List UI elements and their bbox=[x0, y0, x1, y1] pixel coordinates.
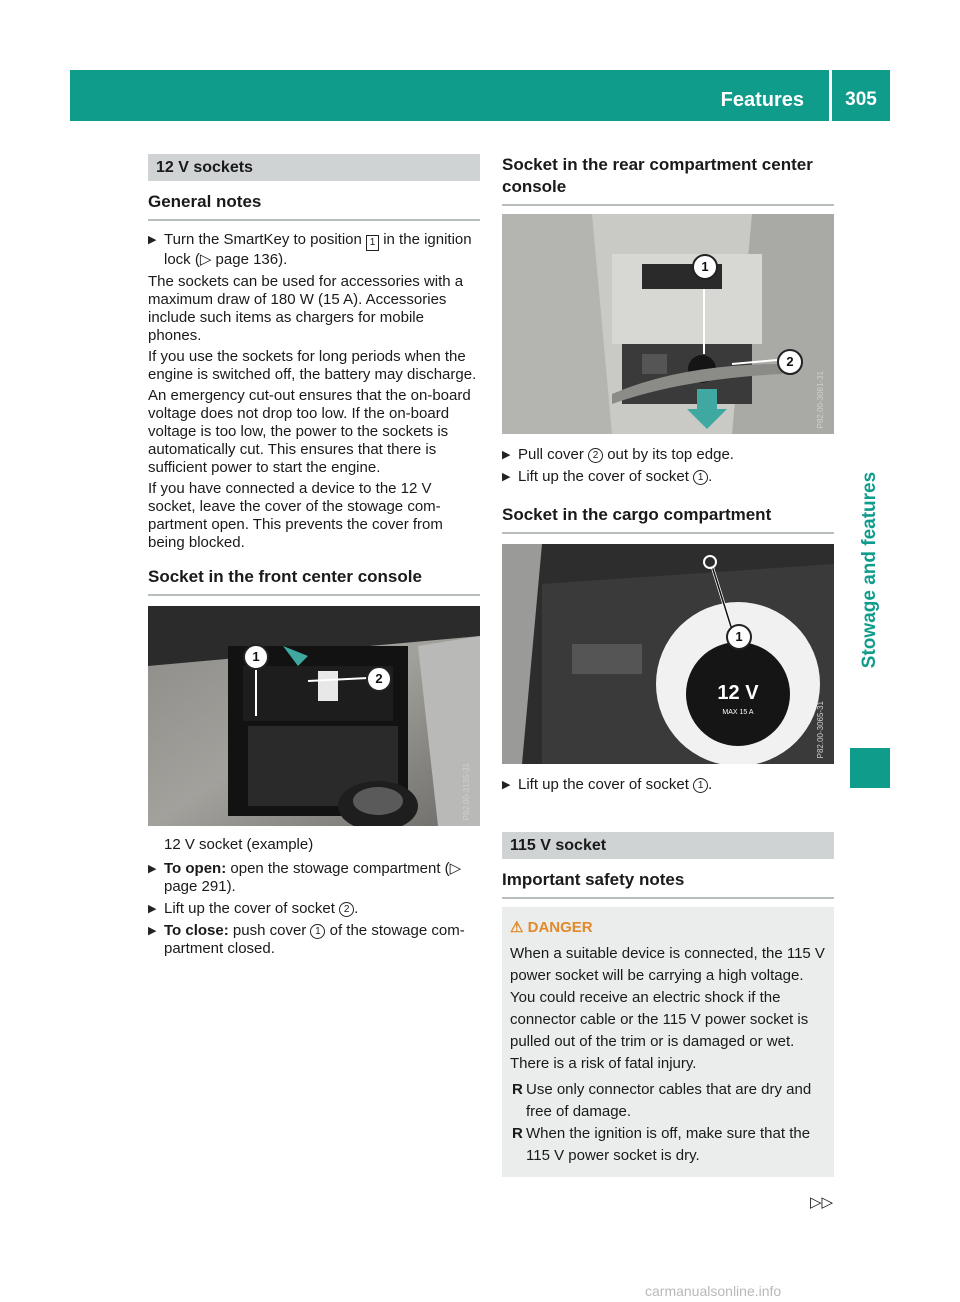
danger-bullet: R Use only connector cables that are dry and free of damage. bbox=[512, 1081, 812, 1120]
danger-bullet: R When the ignition is off, make sure that the 115 V power socket is dry. bbox=[512, 1125, 811, 1164]
chapter-marker-block bbox=[850, 748, 890, 788]
rear-console-heading: Socket in the rear compartment center console bbox=[502, 154, 834, 206]
rear-console-photo bbox=[502, 214, 834, 434]
callout-2: 2 bbox=[366, 666, 392, 692]
ref-2-icon: 2 bbox=[339, 902, 354, 917]
header-title: Features bbox=[720, 89, 804, 111]
warning-triangle-icon: ⚠ bbox=[510, 919, 524, 936]
cargo-illustration bbox=[502, 544, 834, 764]
cargo-photo bbox=[502, 544, 834, 764]
key-position-icon: 1 bbox=[366, 235, 379, 251]
step-lift-socket-2: ▶ Lift up the cover of socket 2 . bbox=[148, 900, 359, 917]
continue-marker-icon: ▷▷ bbox=[810, 1194, 834, 1211]
callout-1: 1 bbox=[692, 254, 718, 280]
step-arrow-icon: ▶ bbox=[502, 471, 511, 483]
socket-sublabel: MAX 15 A bbox=[722, 709, 754, 716]
ref-1-icon: 1 bbox=[693, 778, 708, 793]
paragraph: If you have connected a device to the 12 V socket, leave the cover of the stowage compartment open. This prevents the cover from being blocked. bbox=[148, 480, 443, 551]
step-pull-cover: ▶ Pull cover 2 out by its top edge. bbox=[502, 446, 734, 463]
photo-caption: 12 V socket (example) bbox=[164, 836, 314, 853]
step-turn-key: ▶ Turn the SmartKey to position 1 in the ignition lock (▷ page 136). bbox=[148, 231, 472, 268]
danger-text: When a suitable device is connected, the 115 V power socket will be carrying a high voltage. You could receive an electric shock if the connector cable or the 115 V power socket is pulled out of the trim or is damaged or wet. There is a risk of fatal injury. bbox=[510, 945, 825, 1072]
step-arrow-icon: ▶ bbox=[502, 449, 511, 461]
image-code: P82.00-3061-31 bbox=[816, 370, 825, 428]
step-arrow-icon: ▶ bbox=[148, 863, 157, 875]
danger-header: ⚠ DANGER bbox=[510, 919, 593, 936]
step-lift-cargo-socket: ▶ Lift up the cover of socket 1 . bbox=[502, 776, 713, 793]
header-bar bbox=[70, 70, 890, 121]
chapter-side-label: Stowage and features bbox=[859, 471, 880, 669]
section-bar-115v: 115 V socket bbox=[502, 832, 834, 859]
step-arrow-icon: ▶ bbox=[148, 903, 157, 915]
ref-1-icon: 1 bbox=[310, 924, 325, 939]
image-code: P82.00-3065-31 bbox=[816, 700, 825, 758]
callout-1: 1 bbox=[726, 624, 752, 650]
watermark: carmanualsonline.info bbox=[645, 1283, 782, 1299]
step-open: ▶ To open: open the stowage compartment (▷ page 291). bbox=[148, 860, 462, 895]
step-lift-socket-1: ▶ Lift up the cover of socket 1 . bbox=[502, 468, 713, 485]
section-bar-12v: 12 V sockets bbox=[148, 154, 480, 181]
danger-box bbox=[502, 907, 834, 1177]
ref-2-icon: 2 bbox=[588, 448, 603, 463]
callout-1: 1 bbox=[243, 644, 269, 670]
cargo-heading: Socket in the cargo compartment bbox=[502, 504, 834, 534]
safety-notes-heading: Important safety notes bbox=[502, 869, 834, 899]
bullet-icon: R bbox=[512, 1125, 523, 1142]
socket-label: 12 V bbox=[717, 682, 759, 704]
front-console-photo bbox=[148, 606, 480, 826]
step-arrow-icon: ▶ bbox=[148, 925, 157, 937]
bullet-icon: R bbox=[512, 1081, 523, 1098]
paragraph: The sockets can be used for accessories with a maximum draw of 180 W (15 A). Accessories include such items as chargers for mobile phones. bbox=[148, 273, 464, 344]
step-arrow-icon: ▶ bbox=[502, 779, 511, 791]
front-console-heading: Socket in the front center console bbox=[148, 566, 480, 596]
step-close: ▶ To close: push cover 1 of the stowage compartment closed. bbox=[148, 922, 465, 957]
callout-2: 2 bbox=[777, 349, 803, 375]
rear-console-illustration bbox=[502, 214, 834, 434]
paragraph: If you use the sockets for long periods when the engine is switched off, the battery may discharge. bbox=[148, 348, 477, 383]
left-column bbox=[148, 154, 480, 962]
page-number: 305 bbox=[845, 89, 877, 110]
general-notes-heading: General notes bbox=[148, 191, 480, 221]
chapter-side-tab bbox=[850, 420, 890, 720]
paragraph: An emergency cut-out ensures that the on-board voltage does not drop too low. If the on-board voltage is too low, the power to the sockets is automatically cut. This ensures that there is sufficient power to start the engine. bbox=[148, 387, 471, 476]
image-code: P82.00-3135-31 bbox=[462, 762, 471, 820]
step-arrow-icon: ▶ bbox=[148, 234, 157, 246]
ref-1-icon: 1 bbox=[693, 470, 708, 485]
front-console-illustration bbox=[148, 606, 480, 826]
right-column bbox=[502, 154, 834, 1177]
